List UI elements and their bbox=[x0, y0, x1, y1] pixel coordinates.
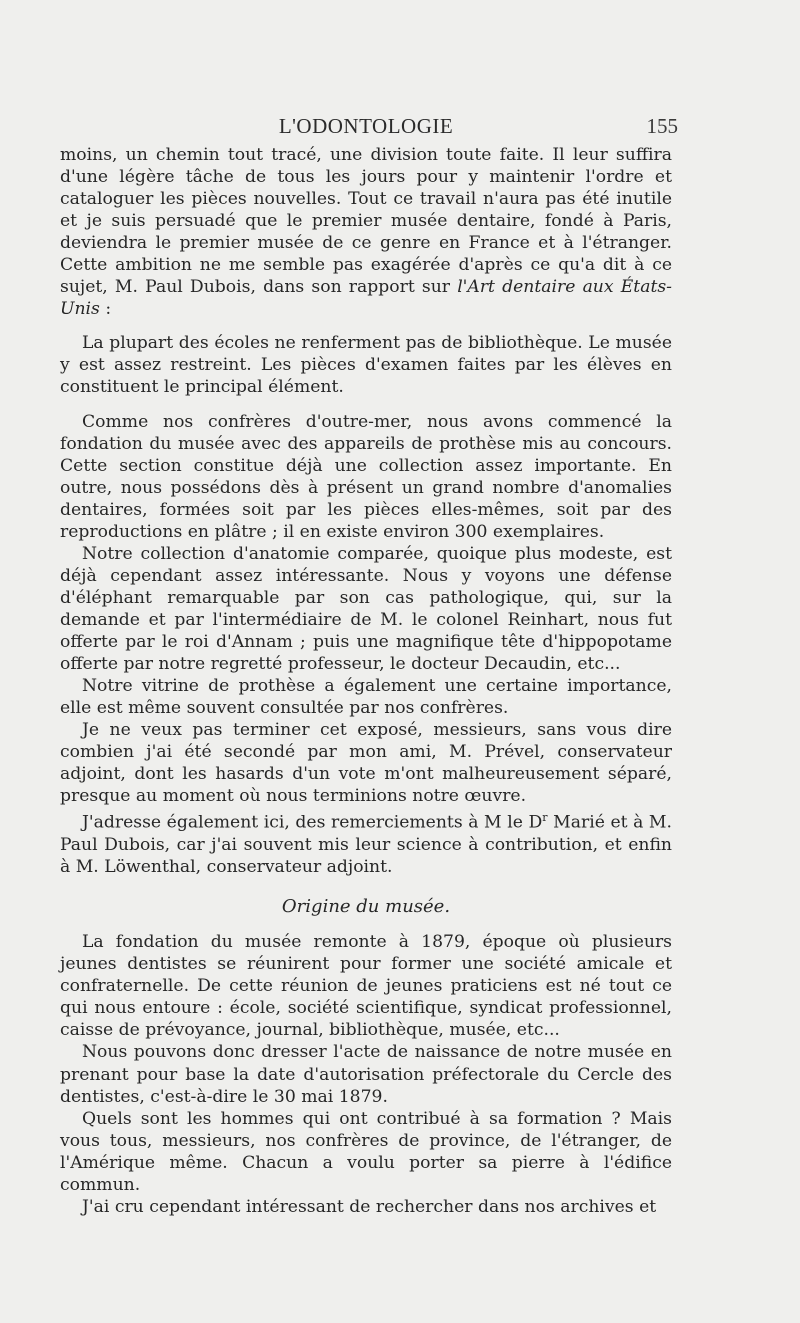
book-page bbox=[60, 110, 678, 1218]
paragraph-foundation: La fondation du musée remonte à 1879, époque où plusieurs jeunes dentistes se réunirent pour former une société amicale et confraternelle. De cette réunion de jeunes praticiens est né tout ce qui nous entoure : école, société scientifique, syndicat professionnel, caisse de prévoyance, journal, bibliothèque, musée, etc... bbox=[60, 932, 672, 1041]
paragraph-text: moins, un chemin tout tracé, une division toute faite. Il leur suffira d'une légère tâche de tous les jours pour y maintenir l'ordre et cataloguer les pièces nouvelles. Tout ce travail n'aura pas été inutile et je suis persuadé que le premier musée dentaire, fondé à Paris, deviendra le premier musée de ce genre en France et à l'étranger. Cette ambition ne me semble pas exagérée d'après ce qu'a dit à ce sujet, M. Paul Dubois, dans son rapport sur bbox=[60, 145, 672, 298]
paragraph-text: Marié et à M. Paul Dubois, car j'ai souvent mis leur science à contribution, et enfin à M. Löwenthal, conservateur adjoint. bbox=[60, 813, 672, 878]
page-number: 155 bbox=[646, 114, 678, 138]
running-title: L'ODONTOLOGIE bbox=[278, 114, 454, 138]
paragraph-text: J'adresse également ici, des remerciements à M le D bbox=[82, 813, 543, 834]
paragraph-comparative-anatomy: Notre collection d'anatomie comparée, quoique plus modeste, est déjà cependant assez intéressante. Nous y voyons une défense d'éléphant remarquable par son cas pathologique, qui, sur la demande et par l'intermédiaire de M. le colonel Reinhart, nous fut offerte par le roi d'Annam ; puis une magnifique tête d'hippopotame offerte par notre regretté professeur, le docteur Decaudin, etc... bbox=[60, 543, 672, 675]
paragraph-continuation bbox=[60, 144, 672, 320]
superscript: r bbox=[542, 811, 548, 825]
paragraph-birth-certificate: Nous pouvons donc dresser l'acte de naissance de notre musée en prenant pour base la date d'autorisation préfectorale du Cercle des dentistes, c'est-à-dire le 30 mai 1879. bbox=[60, 1042, 672, 1107]
paragraph-acknowledgement-prevel: Je ne veux pas terminer cet exposé, messieurs, sans vous dire combien j'ai été secondé par mon ami, M. Prével, conservateur adjoint, dont les hasards d'un vote m'ont malheureusement séparé, presque au moment où nous terminions notre œuvre. bbox=[60, 720, 672, 807]
paragraph-contributors: Quels sont les hommes qui ont contribué à sa formation ? Mais vous tous, messieurs, nos confrères de province, de l'étranger, de l'Amérique même. Chacun a voulu porter sa pierre à l'édifice commun. bbox=[60, 1108, 672, 1195]
running-head bbox=[60, 110, 678, 142]
paragraph-prosthesis-collection: Comme nos confrères d'outre-mer, nous avons commencé la fondation du musée avec des appareils de prothèse mis au concours. Cette section constitue déjà une collection assez importante. En outre, nous possédons dès à présent un grand nombre d'anomalies dentaires, formées soit par les pièces elles-mêmes, soit par des reproductions en plâtre ; il en existe environ 300 exemplaires. bbox=[60, 411, 672, 542]
paragraph-prosthesis-showcase: Notre vitrine de prothèse a également une certaine importance, elle est même souvent consultée par nos confrères. bbox=[60, 676, 672, 719]
paragraph-acknowledgement-thanks bbox=[60, 807, 672, 878]
section-heading: Origine du musée. bbox=[281, 896, 451, 918]
paragraph-text: : bbox=[99, 299, 112, 320]
italic-title: l'Art dentaire aux États-Unis bbox=[60, 277, 672, 320]
paragraph-archives: J'ai cru cependant intéressant de rechercher dans nos archives et bbox=[82, 1196, 657, 1217]
quotation-paragraph: La plupart des écoles ne renferment pas de bibliothèque. Le musée y est assez restreint. Les pièces d'examen faites par les élèves en constituent le principal élément. bbox=[60, 333, 672, 398]
